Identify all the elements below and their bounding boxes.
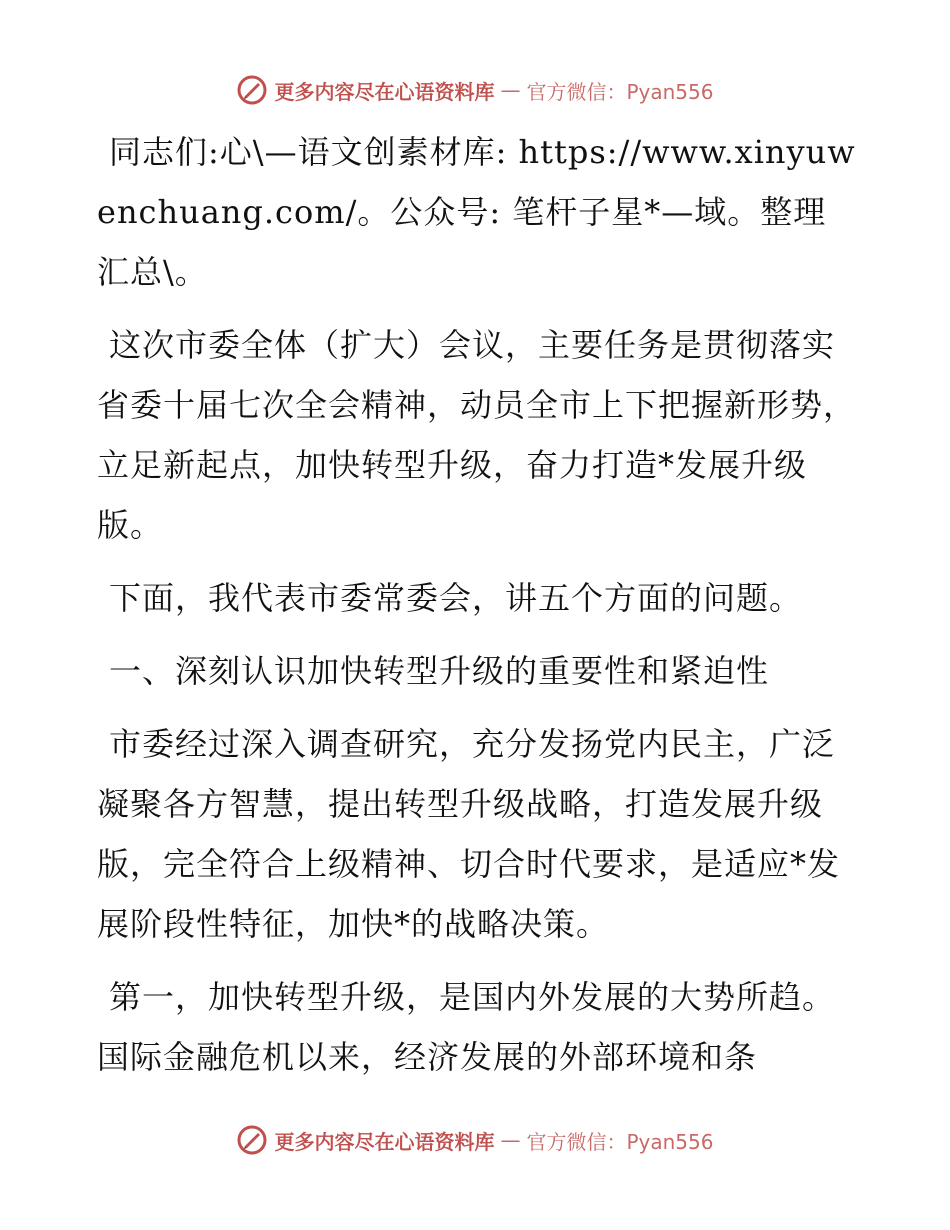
paragraph-2 [97,315,857,555]
footer-banner-wechat: 官方微信：Pyan556 [526,1129,714,1154]
paragraph-5-text: 第一，加快转型升级，是国内外发展的大势所趋。国际金融危机以来，经济发展的外部环境和条 [97,978,836,1076]
header-banner-title: 更多内容尽在心语资料库 [274,79,495,104]
paragraph-4-text: 市委经过深入调查研究，充分发扬党内民主，广泛凝聚各方智慧，提出转型升级战略，打造发展升级版，完全符合上级精神、切合时代要求，是适应*发展阶段性特征，加快*的战略决策。 [97,725,841,943]
brand-logo-icon [236,1124,268,1156]
paragraph-4 [97,714,857,954]
paragraph-1 [97,122,857,302]
section-heading-1-text: 一、深刻认识加快转型升级的重要性和紧迫性 [109,652,770,690]
brand-logo-icon [236,74,268,106]
paragraph-3-text: 下面，我代表市委常委会，讲五个方面的问题。 [109,579,803,617]
header-banner-dash: — [500,78,521,102]
section-heading-1 [97,641,857,701]
paragraph-5 [97,967,857,1087]
footer-banner-title: 更多内容尽在心语资料库 [274,1129,495,1154]
paragraph-2-text: 这次市委全体（扩大）会议，主要任务是贯彻落实省委十届七次全会精神，动员全市上下把握新形势，立足新起点，加快转型升级，奋力打造*发展升级版。 [97,326,857,544]
footer-watermark-banner [0,1120,950,1160]
paragraph-3 [97,568,857,628]
paragraph-1-text: 同志们:心\—语文创素材库: https://www.xinyuwenchuang.com/。公众号: 笔杆子星*—域。整理汇总\。 [97,133,856,291]
header-banner-wechat: 官方微信：Pyan556 [526,79,714,104]
footer-banner-dash: — [500,1128,521,1152]
document-body [97,122,857,1100]
header-watermark-banner [0,70,950,110]
